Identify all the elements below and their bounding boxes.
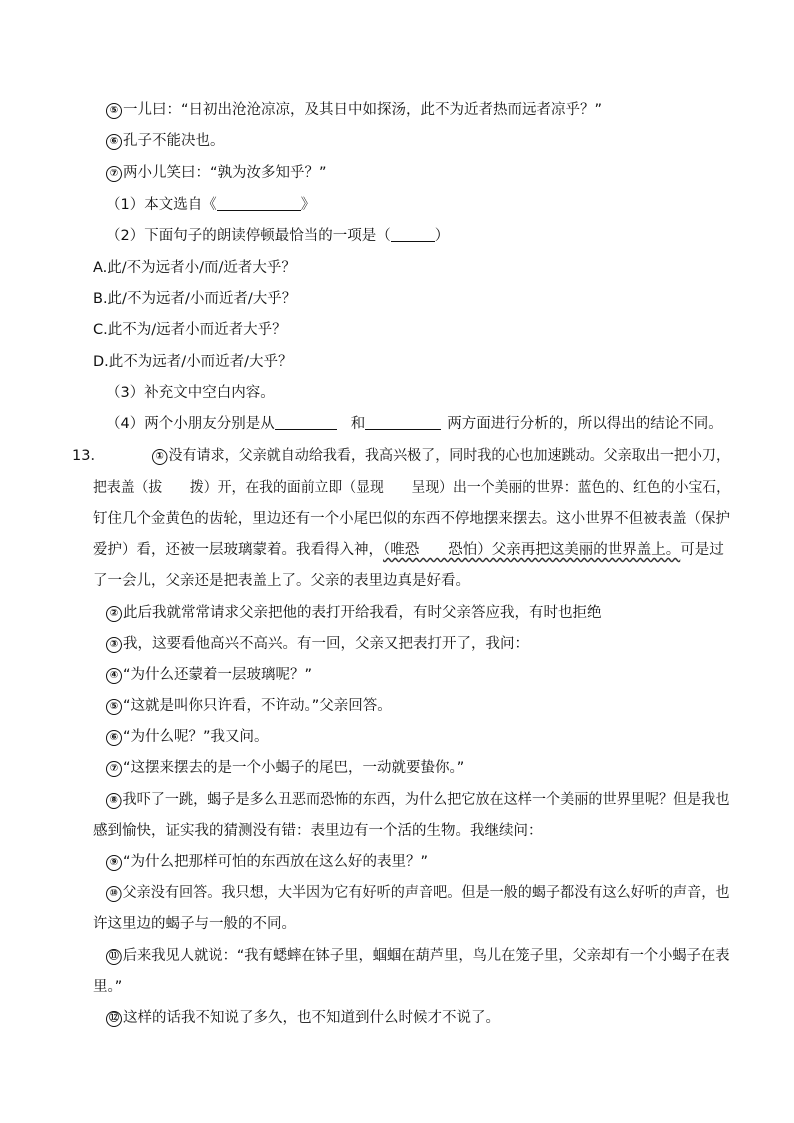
circled-number: ④	[106, 668, 122, 684]
paragraph-11: ⑪ 后来我见人就说：“我有蟋蟀在钵子里，蝈蝈在葫芦里，鸟儿在笼子里，父亲却有一个小蝎子在表	[106, 946, 730, 966]
circled-number: ①	[152, 449, 167, 465]
paragraph-10: ⑩ 父亲没有回答。我只想，大半因为它有好听的声音吧。但是一般的蝎子都没有这么好听的声音，也	[106, 883, 730, 903]
circled-number: ⑪	[106, 949, 122, 965]
text-line: 钉住几个金黄色的齿轮，里边还有一个小尾巴似的东西不停地摆来摆去。这小世界不但被表盖（保护	[93, 511, 730, 527]
text-line: 里。”	[93, 979, 123, 995]
question-4: （4）两个小朋友分别是从 和 两方面进行分析的，所以得出的结论不同。	[106, 416, 723, 432]
text-line: ① 没有请求，父亲就自动给我看，我高兴极了，同时我的心也加速跳动。父亲取出一把小刀，	[152, 446, 730, 466]
answer-blank[interactable]	[217, 195, 301, 211]
answer-blank[interactable]	[365, 414, 441, 430]
paragraph-5: ⑤ “这就是叫你只许看，不许动。”父亲回答。	[106, 696, 392, 716]
circled-number: ⑤	[106, 103, 122, 119]
circled-number: ⑦	[106, 166, 122, 182]
circled-number: ⑦	[106, 761, 122, 777]
option-b[interactable]: B.此/不为远者/小而近者/大乎？	[93, 291, 297, 307]
text-line: 感到愉快，证实我的猜测没有错：表里边有一个活的生物。我继续问：	[93, 823, 543, 839]
paragraph-9: ⑨ “为什么把那样可怕的东西放在这么好的表里？”	[106, 852, 428, 872]
text-line: ⑦ 两小儿笑曰：“孰为汝多知乎？”	[106, 163, 327, 183]
option-c[interactable]: C.此不为/远者小而近者大乎？	[93, 322, 287, 338]
question-3: （3）补充文中空白内容。	[106, 385, 275, 401]
question-number: 13．	[72, 448, 105, 464]
text-line: 爱护）看，还被一层玻璃蒙着。我看得入神，（唯恐 恐怕）父亲再把这美丽的世界盖上。可是过	[93, 542, 724, 558]
paragraph-3: ③ 我，这要看他高兴不高兴。有一回，父亲又把表打开了，我问：	[106, 634, 529, 654]
text-line: 许这里边的蝎子与一般的不同。	[93, 916, 296, 932]
paragraph-2: ② 此后我就常常请求父亲把他的表打开给我看，有时父亲答应我，有时也拒绝	[106, 603, 602, 623]
text-line: 了一会儿，父亲还是把表盖上了。父亲的表里边真是好看。	[93, 573, 470, 589]
question-2: （2）下面句子的朗读停顿最恰当的一项是（ ）	[106, 228, 450, 244]
paragraph-7: ⑦ “这摆来摆去的是一个小蝎子的尾巴，一动就要蛰你。”	[106, 758, 464, 778]
text-line: ⑤ 一儿曰：“日初出沧沧凉凉，及其日中如探汤，此不为近者热而远者凉乎？”	[106, 100, 602, 120]
answer-blank[interactable]	[275, 414, 337, 430]
paragraph-12: ⑫ 这样的话我不知说了多久，也不知道到什么时候才不说了。	[106, 1008, 500, 1028]
text-line: ⑥ 孔子不能决也。	[106, 131, 225, 151]
circled-number: ⑥	[106, 730, 122, 746]
circled-number: ⑧	[106, 793, 122, 809]
circled-number: ②	[106, 606, 122, 622]
answer-blank[interactable]	[391, 226, 435, 242]
text-line: 把表盖（拔 拨）开，在我的面前立即（显现 呈现）出一个美丽的世界：蓝色的、红色的小宝石，	[93, 480, 730, 496]
option-d[interactable]: D.此不为远者/小而近者/大乎？	[93, 354, 293, 370]
paragraph-6: ⑥ “为什么呢？”我又问。	[106, 727, 269, 747]
circled-number: ⑨	[106, 855, 122, 871]
question-1: （1）本文选自《 》	[106, 197, 316, 213]
paragraph-4: ④ “为什么还蒙着一层玻璃呢？”	[106, 665, 312, 685]
wavy-underlined-sentence: （唯恐 恐怕）父亲再把这美丽的世界盖上。	[383, 542, 681, 558]
circled-number: ⑥	[106, 134, 122, 150]
circled-number: ③	[106, 637, 122, 653]
paragraph-8: ⑧ 我吓了一跳，蝎子是多么丑恶而恐怖的东西，为什么把它放在这样一个美丽的世界里呢？但是我也	[106, 790, 730, 810]
circled-number: ⑩	[106, 886, 122, 902]
circled-number: ⑫	[106, 1011, 122, 1027]
option-a[interactable]: A.此/不为远者小/而/近者大乎？	[93, 260, 296, 276]
circled-number: ⑤	[106, 699, 122, 715]
